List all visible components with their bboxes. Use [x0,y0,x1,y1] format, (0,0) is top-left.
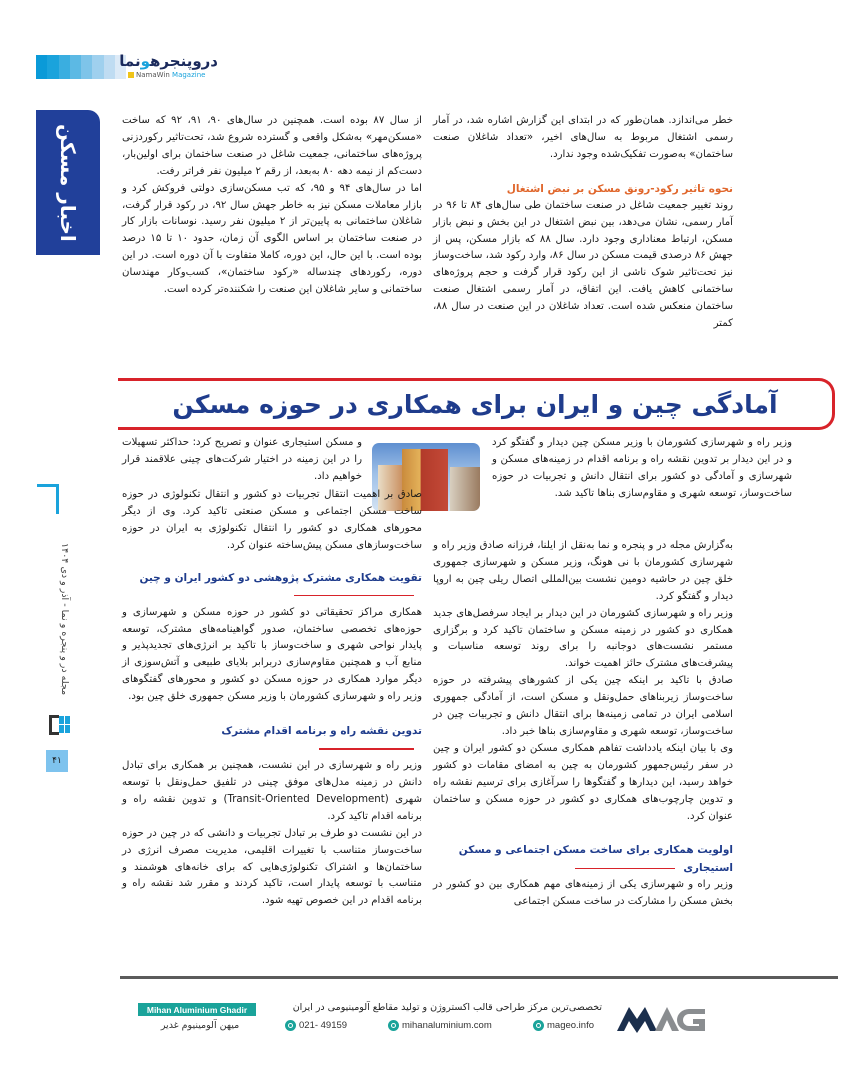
headline-box [118,378,835,430]
window-icon [47,712,71,738]
logo-english: NamaWin Magazine [128,70,218,80]
phone-icon [285,1020,296,1031]
article-headline: آمادگی چین و ایران برای همکاری در حوزه مسکن [172,389,778,419]
paragraph: وزیر راه و شهرسازی در این نشست، همچنین بر همکاری برای تبادل دانش در زمینه مدل‌های موفق چینی در تلفیق حمل‌ونقل با توسعه شهری (Transit-Oriented Development) و تدوین نقشه راه و برنامه اقدام تاکید کرد. [122,760,423,822]
side-bracket-decoration [37,484,59,514]
bottom-divider [120,976,838,979]
paragraph: وزیر راه و شهرسازی یکی از زمینه‌های مهم همکاری بین دو کشور در بخش مسکن را مشارکت در ساخت مسکن اجتماعی [433,879,733,908]
website-link[interactable]: mihanaluminium.com [402,1020,492,1031]
paragraph: و مسکن استیجاری عنوان و تصریح کرد: حداکثر تسهیلات را در این زمینه در اختیار شرکت‌های چینی علاقمند قرار خواهیم داد. [122,437,362,482]
footer-tagline: تخصصی‌ترین مرکز طراحی قالب اکستروژن و تولید مقاطع آلومینیومی در ایران [292,1002,602,1013]
instagram-icon [533,1020,544,1031]
paragraph: وی با بیان اینکه یادداشت تفاهم همکاری مسکن دو کشور ایران و چین در سفر رئیس‌جمهور کشورمان به چین به امضای مقامات دو کشور خواهد رسید، این دیدارها و گفتگوها را سرآغازی برای ترسیم نقشه راه و تدوین چارچوب‌های همکاری دو کشور در حوزه مسکن و ساختمان عنوان کرد. [433,742,733,822]
website-contact[interactable] [388,1020,492,1031]
paragraph: خطر می‌اندازد. همان‌طور که در ابتدای این گزارش اشاره شد، در آمار رسمی اشتغال مربوط به سال‌های اخیر، «تعداد شاغلان صنعت ساختمان» به‌صورت تفکیک‌شده وجود ندارد. [433,115,733,160]
article-left-column-cont [122,487,422,910]
globe-icon [388,1020,399,1031]
footer-advert [0,995,855,1035]
info-contact[interactable] [533,1020,594,1031]
paragraph: همکاری مراکز تحقیقاتی دو کشور در حوزه مسکن و شهرسازی و حوزه‌های تخصصی ساختمان، صدور گواهینامه‌های مشترک، توسعه پایدار نواحی شهری و ساخت‌وساز با تاکید بر انرژی‌های تجدیدپذیر و منابع آب و همچنین مقاوم‌سازی دربرابر بلایای طبیعی و آتش‌سوزی از دیگر موارد همکاری در حوزه مسکن دو کشور و محورهای گفتگوهای وزیر راه و شهرسازی کشورمان با وزیر مسکن جمهوری خلق چین بود. [122,606,422,703]
section-tab [36,110,100,255]
logo-persian: دروپنجرهونما [119,52,218,70]
info-link[interactable]: mageo.info [547,1020,595,1031]
article-right-column [492,435,792,503]
section-tab-label: اخبار مسکن [56,123,80,242]
paragraph: در این نشست دو طرف بر تبادل تجربیات و دانشی که در چین در حوزه ساخت‌وساز متناسب با تغییرات اقلیمی، مدیریت مصرف انرژی در ساختمان‌ها و اشتراک تکنولوژی‌هایی که برای خانه‌های هوشمند و متناسب با توسعه پایدار است، تاکید کردند و مقرر شد نقشه راه و برنامه اقدام در این خصوص تهیه شود. [122,827,422,907]
paragraph: وزیر راه و شهرسازی کشورمان با وزیر مسکن چین دیدار و گفتگو کرد و در این دیدار بر تدوین نقشه راه و برنامه اقدام در زمینه‌های مسکن و شهرسازی و آمادگی دو کشور برای انتقال دانش و تجربیات در حوزه ساخت‌وساز، توسعه شهری و مقاوم‌سازی بناها تاکید شد. [492,437,792,499]
page-number: ۴۱ [46,750,68,772]
paragraph: وزیر راه و شهرسازی کشورمان در این دیدار بر ایجاد سرفصل‌های جدید همکاری دو کشور در زمینه مسکن و ساختمان تاکید کرد و برگزاری مستمر نشست‌های دوجانبه را برای روند توسعه مناسبات و پیشرفت‌های مشترک حائز اهمیت خواند. [433,607,733,670]
subheading: نحوه تاثیر رکود-رونق مسکن بر نبض اشتغال [506,182,733,195]
top-right-column [433,113,733,333]
magazine-issue-label: مجله در و پنجره و نما - آذر و دی ۱۴۰۴ [59,542,70,695]
mag-logo [617,1003,717,1033]
paragraph: اما در سال‌های ۹۴ و ۹۵، که تب مسکن‌سازی دولتی فروکش کرد و بازار معاملات مسکن نیز به خاطر جهش سال ۹۲، در رکود قرار گرفت، شاغلان ساختمانی به پایین‌تر از ۲ میلیون نفر رسید. نوسانات بازار کار در صنعت ساختمان بر اساس الگوی آن زمان، حدود ۱۰ تا ۱۵ درصد بوده است. با این حال، این دوره، کاملا متفاوت با آن دوره است. در این دوره، رکوردهای چندساله «رکود ساختمان»، کسب‌وکار مهندسان ساختمانی و سایر شاغلان این صنعت را شکننده‌تر کرده است. [122,182,422,296]
paragraph: به‌گزارش مجله در و پنجره و نما به‌نقل از ایلنا، فرزانه صادق وزیر راه و شهرسازی کشورمان با نی هونگ، وزیر مسکن و شهرسازی جمهوری خلق چین در حاشیه دومین نشست بین‌المللی اتصال ریلی چین به اروپا دیدار و گفتگو کرد. [433,540,733,602]
paragraph: از سال ۸۷ بوده است. همچنین در سال‌های ۹۰، ۹۱، ۹۲ که ساخت «مسکن‌مهر» به‌شکل واقعی و گسترده شروع شد، تحت‌تاثیر رکوردزنی پروژه‌های ساختمانی، جمعیت شاغل در صنعت ساختمان برای اولین‌بار، دست‌کم از نیمه دهه ۸۰ به‌بعد، از رقم ۲ میلیون نفر فراتر رفت. [122,115,422,177]
top-left-column [122,113,422,299]
phone-number: 021- 49159 [299,1020,348,1031]
paragraph: روند تغییر جمعیت شاغل در صنعت ساختمان طی سال‌های ۸۴ تا ۹۶ در آمار رسمی، نشان می‌دهد، بین نبض اشتغال در این بخش و نبض بازار مسکن، ارتباط معناداری وجود دارد. سال ۸۸ که بازار مسکن، پس از جهش ۸۶ درصدی قیمت مسکن در سال ۸۶، وارد رکود شد، ساخت‌وساز نیز تحت‌تاثیر شوک ناشی از این رکود قرار گرفت و حجم پروژه‌های ساختمانی کاهش یافت. این اتفاق، در آمار رسمی اشتغال صنعت ساختمان منعکس شده است. تعداد شاغلان در این صنعت در سال ۸۸، کمتر [433,199,733,330]
article-left-column [122,435,362,486]
brand-name-english: Mihan Aluminium Ghadir [138,1003,256,1016]
paragraph: صادق با تاکید بر اینکه چین یکی از کشورهای پیشرفته در حوزه ساخت‌وساز زیربناهای حمل‌ونقل و مسکن است، از آمادگی جمهوری اسلامی ایران در تمامی زمینه‌ها برای انتقال دانش و تجربیات چین در ساخت‌وساز، توسعه شهری و مقاوم‌سازی بناها خبر داد. [433,675,733,737]
subheading: تدوین نقشه راه و برنامه اقدام مشترک [122,722,422,758]
brand-name-persian: میهن آلومینیوم غدیر [160,1020,240,1031]
article-right-column-cont [433,538,733,911]
paragraph: صادق بر اهمیت انتقال تجربیات دو کشور و انتقال تکنولوژی در حوزه ساخت مسکن اجتماعی و مسکن صنعتی تاکید کرد. وی از دیگر محورهای همکاری دو کشور را انتقال تکنولوژی به ایران در حوزه ساخت‌وسازهای مسکن پیش‌ساخته عنوان کرد. [122,489,422,551]
subheading: اولویت همکاری برای ساخت مسکن اجتماعی و مسکن استیجاری [458,844,733,875]
magazine-logo [119,52,218,84]
phone-contact [285,1020,347,1031]
subheading: تقویت همکاری مشترک پژوهشی دو کشور ایران و چین [122,569,422,605]
logo-color-strip [36,55,126,79]
